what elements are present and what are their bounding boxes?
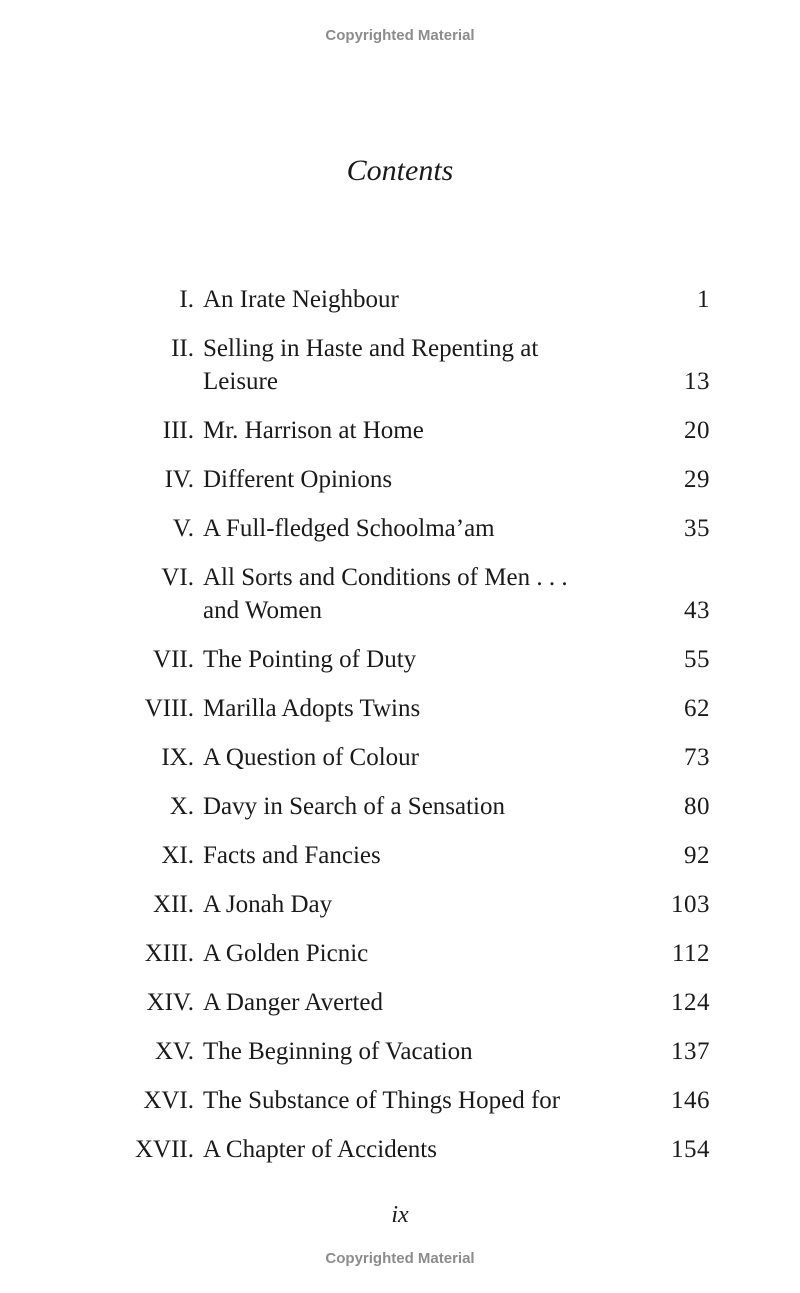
toc-entry (0, 1084, 800, 1117)
toc-row (0, 1084, 800, 1117)
chapter-number: V. (172, 515, 194, 542)
chapter-number: XI. (161, 842, 194, 869)
toc-row (0, 986, 800, 1019)
chapter-title: Davy in Search of a Sensation (203, 793, 506, 820)
toc-row (0, 643, 800, 676)
toc-row (0, 790, 800, 823)
chapter-page: 20 (684, 417, 710, 444)
chapter-page: 55 (684, 646, 710, 673)
chapter-title: A Question of Colour (203, 744, 419, 771)
chapter-page: 1 (697, 286, 710, 313)
chapter-title: A Full-fledged Schoolma’am (203, 515, 495, 542)
page-title: Contents (346, 154, 454, 187)
chapter-title: A Chapter of Accidents (203, 1136, 437, 1163)
chapter-number: VII. (153, 646, 194, 673)
toc-row (0, 463, 800, 496)
chapter-page: 103 (671, 891, 710, 918)
chapter-title: A Danger Averted (203, 989, 384, 1016)
toc-row (0, 414, 800, 447)
chapter-title: and Women (203, 597, 323, 624)
chapter-page: 92 (684, 842, 710, 869)
table-of-contents (0, 283, 800, 1182)
chapter-number: XVI. (143, 1087, 194, 1114)
toc-entry (0, 414, 800, 447)
chapter-number: III. (162, 417, 194, 444)
chapter-page: 62 (684, 695, 710, 722)
chapter-number: XIII. (144, 940, 194, 967)
chapter-page: 13 (684, 368, 710, 395)
toc-entry (0, 561, 800, 627)
toc-row (0, 332, 800, 365)
chapter-title: Selling in Haste and Repenting at (203, 335, 539, 362)
chapter-page: 124 (671, 989, 710, 1016)
chapter-title: The Pointing of Duty (203, 646, 417, 673)
toc-row (0, 937, 800, 970)
chapter-number: IV. (164, 466, 194, 493)
copyright-watermark-top: Copyrighted Material (325, 27, 475, 44)
chapter-number: IX. (161, 744, 194, 771)
chapter-page: 73 (684, 744, 710, 771)
toc-row (0, 365, 800, 398)
toc-entry (0, 790, 800, 823)
chapter-number: VIII. (144, 695, 194, 722)
chapter-title: Different Opinions (203, 466, 393, 493)
chapter-number: I. (179, 286, 194, 313)
chapter-number: VI. (161, 564, 194, 591)
chapter-number: II. (171, 335, 194, 362)
chapter-page: 154 (671, 1136, 710, 1163)
toc-entry (0, 1035, 800, 1068)
chapter-number: XVII. (134, 1136, 194, 1163)
chapter-page: 137 (671, 1038, 710, 1065)
chapter-number: XV. (154, 1038, 194, 1065)
toc-row (0, 512, 800, 545)
chapter-number: XIV. (146, 989, 194, 1016)
chapter-title: An Irate Neighbour (203, 286, 399, 313)
chapter-page: 146 (671, 1087, 710, 1114)
chapter-page: 43 (684, 597, 710, 624)
chapter-number: X. (169, 793, 194, 820)
toc-row (0, 839, 800, 872)
toc-row (0, 741, 800, 774)
toc-row (0, 283, 800, 316)
toc-entry (0, 512, 800, 545)
chapter-title: The Beginning of Vacation (203, 1038, 473, 1065)
toc-row (0, 561, 800, 594)
chapter-page: 29 (684, 466, 710, 493)
toc-entry (0, 332, 800, 398)
chapter-page: 112 (671, 940, 710, 967)
chapter-title: A Golden Picnic (203, 940, 369, 967)
chapter-title: Facts and Fancies (203, 842, 381, 869)
toc-row (0, 1035, 800, 1068)
chapter-page: 35 (684, 515, 710, 542)
chapter-title: Mr. Harrison at Home (203, 417, 424, 444)
toc-row (0, 888, 800, 921)
chapter-title: Leisure (203, 368, 278, 395)
chapter-title: The Substance of Things Hoped for (203, 1087, 561, 1114)
page-number: ix (391, 1202, 409, 1228)
toc-entry (0, 643, 800, 676)
toc-row (0, 594, 800, 627)
chapter-page: 80 (684, 793, 710, 820)
toc-entry (0, 888, 800, 921)
toc-entry (0, 986, 800, 1019)
toc-entry (0, 741, 800, 774)
toc-entry (0, 937, 800, 970)
chapter-number: XII. (153, 891, 194, 918)
toc-entry (0, 1133, 800, 1166)
chapter-title: A Jonah Day (203, 891, 333, 918)
copyright-watermark-bottom: Copyrighted Material (325, 1250, 475, 1267)
toc-entry (0, 692, 800, 725)
toc-entry (0, 839, 800, 872)
chapter-title: Marilla Adopts Twins (203, 695, 421, 722)
toc-entry (0, 283, 800, 316)
chapter-title: All Sorts and Conditions of Men . . . (203, 564, 568, 591)
toc-row (0, 692, 800, 725)
toc-row (0, 1133, 800, 1166)
toc-entry (0, 463, 800, 496)
